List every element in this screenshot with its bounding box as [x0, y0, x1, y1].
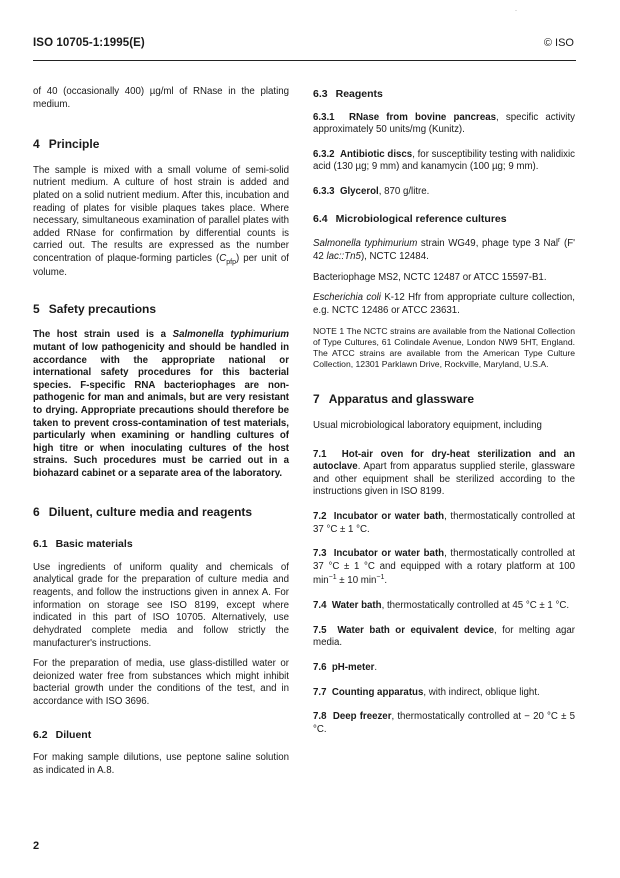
section-number: 4 [33, 137, 40, 152]
clause-body: , 870 g/litre. [378, 186, 430, 198]
clause-7-4 [313, 600, 575, 613]
section-title: Microbiological reference cultures [335, 212, 507, 225]
reference-culture-2: Bacteriophage MS2, NCTC 12487 or ATCC 15597-B1. [313, 271, 547, 283]
section-number: 6.2 [33, 728, 48, 741]
clause-body: , thermostatically controlled at 37 °C ± 1 °C and equipped with a rotary platform at 100 min [313, 548, 575, 587]
clause-number: 6.3.1 [313, 111, 335, 123]
section-number: 6.1 [33, 538, 48, 551]
clause-7-1 [313, 449, 575, 499]
section-6-1-heading [33, 538, 289, 552]
right-column [313, 86, 575, 748]
organism-name: Salmonella typhimurium [313, 238, 418, 250]
clause-6-3-3 [313, 186, 575, 199]
section-5-heading [33, 302, 289, 318]
section-title: Reagents [335, 88, 383, 100]
reference-culture-3 [313, 292, 575, 317]
body-text: The sample is mixed with a small volume of semi-solid nutrient medium. A culture of host strain is added and plated on a solid nutrient medium. After this, incubation and reading of plates for visible plaques takes place. Where necessary, simultaneous examination of parallel plates with added RNase for confirmation by differential counts is carried out. The results are expressed as the number concentration of plaque-forming particles ( [33, 164, 289, 265]
clause-number: 7.1 [313, 448, 327, 460]
organism-name: Salmonella typhimurium [172, 329, 289, 341]
clause-body: ± 10 min [336, 575, 377, 587]
clause-number: 7.3 [313, 548, 327, 560]
clause-body: , specific activity approximately 50 units/mg (Kunitz). [313, 111, 575, 136]
clause-body: , thermostatically controlled at − 20 °C ± 5 °C. [313, 711, 575, 735]
section-6-2-heading [33, 729, 289, 743]
section-6-3-heading [313, 88, 575, 102]
publisher-mark: © ISO [543, 37, 574, 49]
clause-7-7 [313, 687, 575, 700]
clause-number: 7.8 [313, 711, 327, 723]
body-text-cont: mutant of low pathogenicity and should be handled in accordance with the appropriate national or international safety procedures for this bacterial species. F-specific RNA bacteriophages are non-pathogenic for man and animals, but are very resistant to drying. Appropriate precautions should therefore be taken to prevent cross-contamination of test materials, particularly when examining or handling cultures of high titre or when inoculating cultures of the host strains. Such procedures must be carried out in a biohazard cabinet or a separate area of the laboratory. [33, 341, 289, 480]
clause-lead: Incubator or water bath [333, 548, 445, 560]
section-4-heading [33, 137, 289, 153]
section-number: 6.3 [313, 88, 328, 100]
clause-body: , for susceptibility testing with nalidixic acid (130 µg; 9 mm) and kanamycin (100 µg; 9 mm). [313, 148, 575, 173]
section-number: 7 [313, 392, 320, 407]
reference-culture-1 [313, 236, 575, 263]
section-6-heading [33, 505, 289, 521]
page-number: 2 [33, 840, 40, 852]
body-text: (F' 42 [313, 238, 576, 263]
clause-6-3-1 [313, 112, 575, 137]
superscript: −1 [376, 574, 385, 582]
left-column [33, 86, 289, 785]
section-title: Principle [48, 137, 100, 152]
scan-speck: · [515, 8, 517, 14]
section-6-1-para-2: For the preparation of media, use glass-distilled water or deionized water free from substances which might inhibit bacterial growth under the conditions of the test, and in accordance with ISO 3696. [33, 658, 289, 707]
clause-lead: RNase from bovine pancreas [348, 111, 496, 123]
body-text: The host strain used is a [33, 329, 173, 341]
section-number: 5 [33, 301, 40, 316]
clause-number: 6.3.3 [313, 186, 335, 198]
clause-body: , for melting agar media. [313, 624, 575, 649]
clause-number: 7.2 [313, 510, 327, 522]
body-text: strain WG49, phage type 3 Nal [417, 238, 559, 250]
clause-body: , with indirect, oblique light. [423, 686, 540, 698]
clause-number: 7.7 [313, 686, 327, 698]
section-title: Apparatus and glassware [328, 392, 475, 407]
clause-lead: Deep freezer [332, 711, 392, 723]
section-number: 6 [33, 504, 40, 519]
clause-number: 7.5 [313, 624, 327, 636]
clause-lead: Counting apparatus [331, 686, 424, 698]
clause-lead: pH-meter [331, 662, 375, 674]
section-number: 6.4 [313, 212, 328, 225]
clause-7-8 [313, 711, 575, 736]
section-4-body [33, 165, 289, 280]
gene-name: lac::Tn5 [326, 251, 361, 263]
organism-name: Escherichia coli [313, 292, 381, 304]
body-text: K-12 Hfr from appropriate culture collection, e.g. NCTC 12486 or ATCC 23631. [313, 292, 575, 316]
section-title: Diluent [55, 728, 92, 741]
clause-lead: Water bath or equivalent device [337, 624, 494, 636]
clause-number: 6.3.2 [313, 148, 335, 160]
clause-number: 7.4 [313, 600, 327, 612]
clause-body: . Apart from apparatus supplied sterile, glassware and other equipment shall be sterilized according to the instructions given in ISO 8199. [313, 461, 575, 498]
section-7-heading [313, 392, 575, 408]
clause-number: 7.6 [313, 662, 327, 674]
standard-id: ISO 10705-1:1995(E) [33, 37, 145, 49]
clause-body: , thermostatically controlled at 45 °C ± 1 °C. [381, 600, 570, 612]
clause-body: . [374, 662, 378, 674]
section-6-1-para-1: Use ingredients of uniform quality and chemicals of analytical grade for the preparation of culture media and reagents, and follow the instructions given in annex A. For information on storage see ISO 8199, except where indicated in this part of ISO 10705. Alternatively, use dehydrated complete media and follow strictly the manufacturer's instructions. [33, 561, 289, 649]
section-title: Diluent, culture media and reagents [48, 504, 253, 519]
section-6-2-body: For making sample dilutions, use peptone saline solution as indicated in A.8. [33, 752, 289, 776]
superscript: r [558, 237, 561, 245]
section-title: Safety precautions [48, 301, 157, 316]
clause-7-2 [313, 511, 575, 536]
clause-7-3 [313, 548, 575, 588]
clause-lead: Water bath [331, 600, 382, 612]
clause-6-3-2 [313, 149, 575, 174]
section-6-4-heading [313, 213, 575, 227]
note-1: NOTE 1 The NCTC strains are available from the National Collection of Type Cultures, 61 Colindale Avenue, London NW9 5HT, England. The ATCC strains are available from the American Type Culture Collection, 12301 Parklawn Drive, Rockville, Maryland, U.S.A. [313, 325, 575, 370]
body-text-end: ) per unit of volume. [33, 253, 289, 279]
clause-lead: Antibiotic discs [340, 148, 413, 160]
clause-body: . [384, 575, 388, 587]
clause-lead: Hot-air oven for dry-heat sterilization and an autoclave [313, 448, 576, 473]
clause-7-5 [313, 625, 575, 650]
symbol-subscript: pfp [226, 259, 236, 267]
clause-7-6 [313, 662, 575, 675]
body-text: ), NCTC 12484. [360, 251, 429, 263]
section-title: Basic materials [55, 538, 133, 551]
section-5-body [33, 329, 289, 480]
clause-lead: Incubator or water bath [333, 510, 445, 522]
clause-body: , thermostatically controlled at 37 °C ± 1 °C. [313, 510, 575, 535]
superscript: −1 [328, 574, 337, 582]
symbol: C [219, 253, 227, 265]
section-7-intro: Usual microbiological laboratory equipment, including [313, 419, 542, 431]
header-rule [33, 60, 576, 61]
clause-lead: Glycerol [339, 186, 379, 198]
intro-paragraph: of 40 (occasionally 400) µg/ml of RNase in the plating medium. [33, 86, 289, 110]
